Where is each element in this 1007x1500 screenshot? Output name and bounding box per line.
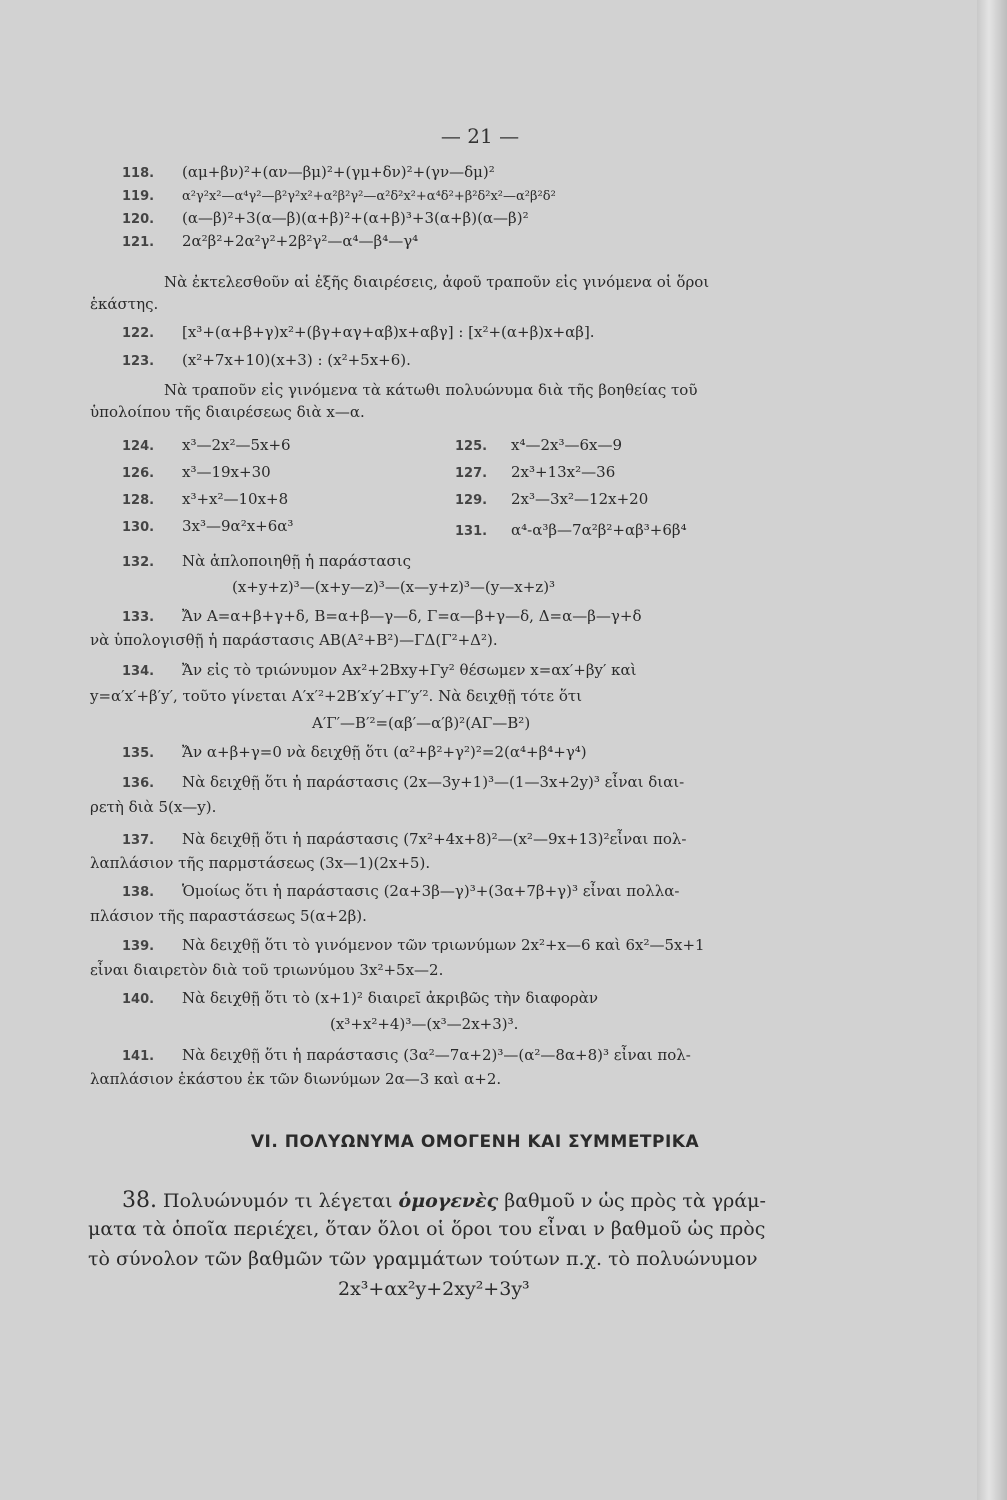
exercise-127 [455, 462, 615, 484]
exercise-139-cont: εἶναι διαιρετὸν διὰ τοῦ τριωνύμου 3x²+5x—2. [90, 961, 444, 979]
paragraph-38-line2: ματα τὰ ὁποῖα περιέχει, ὅταν ὅλοι οἱ ὅροι του εἶναι ν βαθμοῦ ὡς πρὸς [88, 1218, 766, 1240]
exercise-text: Νὰ δειχθῇ ὅτι ἡ παράστασις (7x²+4x+8)²—(x²—9x+13)²εἶναι πολ- [182, 830, 687, 848]
exercise-text: 2x³+13x²—36 [511, 463, 616, 481]
exercise-123 [122, 350, 411, 372]
exercise-text: [x³+(α+β+γ)x²+(βγ+αγ+αβ)x+αβγ] : [x²+(α+β)x+αβ]. [182, 323, 595, 341]
page-edge [977, 0, 1007, 1500]
exercise-136-cont: ρετὴ διὰ 5(x—y). [90, 798, 217, 816]
exercise-number: 134. [122, 664, 155, 679]
exercise-number: 133. [122, 610, 155, 625]
exercise-text: Ἄν α+β+γ=0 νὰ δειχθῇ ὅτι (α²+β²+γ²)²=2(α⁴+β⁴+γ⁴) [182, 743, 587, 761]
emphasized-term: ὁμογενὲς [398, 1190, 499, 1212]
exercise-122 [122, 322, 595, 344]
instruction-factor-cont: ὑπολοίπου τῆς διαιρέσεως διὰ x—α. [90, 403, 365, 421]
instruction-factor: Νὰ τραποῦν εἰς γινόμενα τὰ κάτωθι πολυώνυμα διὰ τῆς βοηθείας τοῦ [164, 381, 698, 399]
exercise-number: 119. [122, 189, 155, 204]
exercise-number: 122. [122, 326, 155, 341]
exercise-text: 2α²β²+2α²γ²+2β²γ²—α⁴—β⁴—γ⁴ [182, 232, 419, 250]
exercise-number: 127. [455, 466, 488, 481]
exercise-number: 125. [455, 439, 488, 454]
exercise-130 [122, 516, 293, 538]
instruction-division-cont: ἑκάστης. [90, 295, 159, 313]
exercise-138 [122, 881, 679, 903]
exercise-number: 128. [122, 493, 155, 508]
exercise-138-cont: πλάσιον τῆς παραστάσεως 5(α+2β). [90, 907, 367, 925]
exercise-135 [122, 742, 587, 764]
exercise-number: 141. [122, 1049, 155, 1064]
exercise-text: x³+x²—10x+8 [182, 490, 289, 508]
instruction-division: Νὰ ἐκτελεσθοῦν αἱ ἑξῆς διαιρέσεις, ἀφοῦ τραποῦν εἰς γινόμενα οἱ ὅροι [164, 273, 710, 291]
exercise-number: 138. [122, 885, 155, 900]
exercise-134 [122, 660, 637, 682]
exercise-132 [122, 551, 411, 573]
exercise-121 [122, 231, 418, 253]
exercise-129 [455, 489, 648, 511]
exercise-text: Νὰ δειχθῇ ὅτι ἡ παράστασις (2x—3y+1)³—(1—3x+2y)³ εἶναι διαι- [182, 773, 685, 791]
exercise-text: Νὰ ἁπλοποιηθῇ ἡ παράστασις [182, 552, 411, 570]
exercise-number: 136. [122, 776, 155, 791]
exercise-131 [455, 520, 687, 542]
exercise-text: 2x³—3x²—12x+20 [511, 490, 649, 508]
exercise-126 [122, 462, 271, 484]
exercise-119 [122, 185, 556, 207]
exercise-number: 118. [122, 166, 155, 181]
exercise-140 [122, 988, 598, 1010]
exercise-number: 137. [122, 833, 155, 848]
page-number: — 21 — [440, 124, 520, 148]
exercise-text: Νὰ δειχθῇ ὅτι τὸ (x+1)² διαιρεῖ ἀκριβῶς τὴν διαφορὰν [182, 989, 598, 1007]
exercise-137 [122, 829, 687, 851]
exercise-number: 135. [122, 746, 155, 761]
exercise-number: 121. [122, 235, 155, 250]
paragraph-38-line3: τὸ σύνολον τῶν βαθμῶν τῶν γραμμάτων τούτων π.χ. τὸ πολυώνυμον [88, 1248, 758, 1270]
exercise-number: 140. [122, 992, 155, 1007]
exercise-text: α⁴-α³β—7α²β²+αβ³+6β⁴ [511, 521, 687, 539]
exercise-134-cont: y=α′x′+β′y′, τοῦτο γίνεται Α′x′²+2Β′x′y′+Γ′y′². Νὰ δειχθῇ τότε ὅτι [90, 687, 583, 705]
exercise-text: α²γ²x²—α⁴γ²—β²γ²x²+α²β²γ²—α²δ²x²+α⁴δ²+β²δ²x²—α²β²δ² [182, 189, 556, 204]
exercise-text: Ἄν εἰς τὸ τριώνυμον Αx²+2Bxy+Γy² θέσωμεν x=αx′+βy′ καὶ [182, 661, 637, 679]
exercise-120 [122, 208, 529, 230]
exercise-133 [122, 606, 641, 628]
exercise-141 [122, 1045, 691, 1067]
formula-38: 2x³+αx²y+2xy²+3y³ [338, 1278, 530, 1300]
exercise-124 [122, 435, 291, 457]
exercise-125 [455, 435, 622, 457]
paragraph-number: 38. [122, 1188, 157, 1213]
paragraph-38-line1 [122, 1188, 766, 1214]
formula-134: Α′Γ′—Β′²=(αβ′—α′β)²(ΑΓ—Β²) [312, 714, 531, 732]
exercise-text: Ὁμοίως ὅτι ἡ παράστασις (2α+3β—γ)³+(3α+7β+γ)³ εἶναι πολλα- [182, 882, 680, 900]
exercise-128 [122, 489, 288, 511]
exercise-number: 130. [122, 520, 155, 535]
exercise-number: 139. [122, 939, 155, 954]
exercise-137-cont: λαπλάσιον τῆς παρμστάσεως (3x—1)(2x+5). [90, 854, 431, 872]
exercise-number: 124. [122, 439, 155, 454]
exercise-text: (α—β)²+3(α—β)(α+β)²+(α+β)³+3(α+β)(α—β)² [182, 209, 529, 227]
exercise-number: 126. [122, 466, 155, 481]
exercise-133-cont: νὰ ὑπολογισθῇ ἡ παράστασις ΑΒ(Α²+Β²)—ΓΔ(Γ²+Δ²). [90, 631, 498, 649]
exercise-text: (x²+7x+10)(x+3) : (x²+5x+6). [182, 351, 411, 369]
exercise-text: Ἄν Α=α+β+γ+δ, Β=α+β—γ—δ, Γ=α—β+γ—δ, Δ=α—β—γ+δ [182, 607, 642, 625]
exercise-number: 120. [122, 212, 155, 227]
exercise-118 [122, 162, 495, 184]
exercise-text: 3x³—9α²x+6α³ [182, 517, 294, 535]
exercise-number: 123. [122, 354, 155, 369]
exercise-text: x³—19x+30 [182, 463, 271, 481]
exercise-text: Νὰ δειχθῇ ὅτι ἡ παράστασις (3α²—7α+2)³—(α²—8α+8)³ εἶναι πολ- [182, 1046, 691, 1064]
exercise-141-cont: λαπλάσιον ἑκάστου ἐκ τῶν διωνύμων 2α—3 καὶ α+2. [90, 1070, 502, 1088]
exercise-number: 132. [122, 555, 155, 570]
paragraph-text: Πολυώνυμόν τι λέγεται [163, 1190, 393, 1212]
exercise-text: x⁴—2x³—6x—9 [511, 436, 623, 454]
formula-140: (x³+x²+4)³—(x³—2x+3)³. [330, 1015, 519, 1033]
exercise-139 [122, 935, 705, 957]
exercise-text: (αμ+βν)²+(αν—βμ)²+(γμ+δν)²+(γν—δμ)² [182, 163, 495, 181]
exercise-text: Νὰ δειχθῇ ὅτι τὸ γινόμενον τῶν τριωνύμων 2x²+x—6 καὶ 6x²—5x+1 [182, 936, 705, 954]
formula-132: (x+y+z)³—(x+y—z)³—(x—y+z)³—(y—x+z)³ [232, 578, 556, 596]
exercise-text: x³—2x²—5x+6 [182, 436, 291, 454]
exercise-136 [122, 772, 684, 794]
paragraph-text: βαθμοῦ ν ὡς πρὸς τὰ γράμ- [504, 1190, 766, 1212]
exercise-number: 129. [455, 493, 488, 508]
exercise-number: 131. [455, 524, 488, 539]
section-heading: VI. ΠΟΛΥΩΝΥΜΑ ΟΜΟΓΕΝΗ ΚΑΙ ΣΥΜΜΕΤΡΙΚΑ [250, 1132, 700, 1152]
